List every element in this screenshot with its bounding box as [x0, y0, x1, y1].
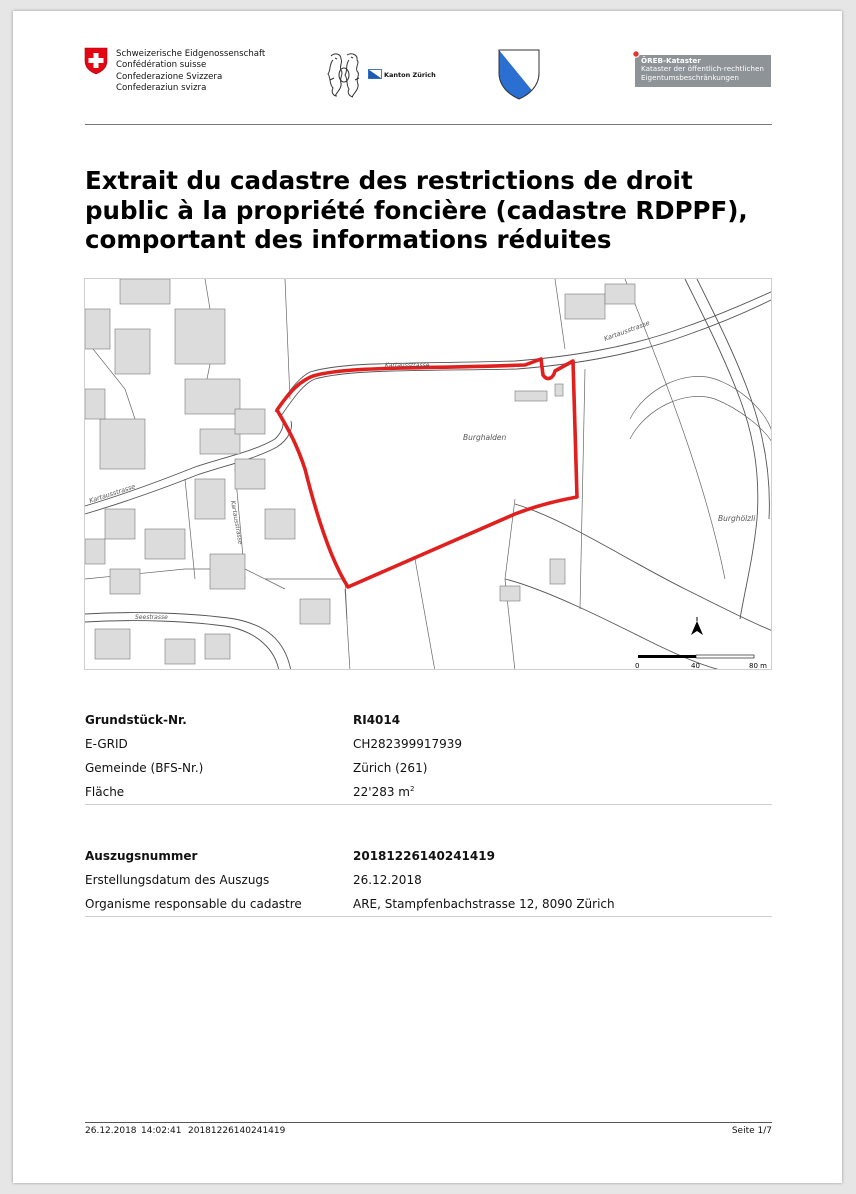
canton-label: Kanton Zürich [384, 71, 436, 79]
cadastral-map [84, 278, 772, 670]
canton-shield-small-icon [368, 69, 382, 79]
egrid-label: E-GRID [85, 737, 128, 751]
footer-time: 14:02:41 [141, 1126, 182, 1136]
organisation-row [85, 897, 772, 917]
extract-date-label: Erstellungsdatum des Auszugs [85, 873, 270, 887]
map-canvas [85, 279, 772, 670]
extract-number-row [85, 849, 772, 869]
oereb-kataster-logo [635, 55, 771, 87]
map-label-burghalden: Burghalden [463, 433, 507, 442]
parcel-number-value: RI4014 [353, 713, 401, 727]
confederation-line: Schweizerische Eidgenossenschaft [116, 49, 266, 59]
zurich-shield-icon [498, 49, 540, 100]
map-label-street: Kartausstrasse [229, 500, 244, 546]
oereb-title: ÖREB-Kataster [641, 56, 701, 65]
egrid-value: CH282399917939 [353, 737, 463, 751]
document-title [85, 166, 785, 255]
header-divider [85, 124, 772, 125]
area-unit-exponent: 2 [409, 785, 415, 793]
municipality-value: Zürich (261) [353, 761, 428, 775]
map-label-street: Kartausstrasse [385, 362, 430, 369]
area-value [353, 785, 414, 799]
map-label-street: Seestrasse [135, 614, 168, 621]
egrid-row [85, 737, 772, 757]
confederation-text [116, 49, 265, 94]
parcel-number-label: Grundstück-Nr. [85, 713, 187, 727]
title-line-1: Extrait du cadastre des restrictions de droit [85, 166, 693, 195]
footer-page-number: Seite 1/7 [731, 1126, 772, 1136]
organisation-label: Organisme responsable du cadastre [85, 897, 302, 911]
zurich-lions-emblem-icon [325, 50, 365, 100]
extract-date-value: 26.12.2018 [353, 873, 422, 887]
footer-divider [85, 1122, 772, 1123]
area-label: Fläche [85, 785, 125, 799]
area-row [85, 785, 772, 805]
confederation-line: Confédération suisse [116, 60, 207, 71]
scale-label-0: 0 [635, 662, 640, 670]
scale-label-80: 80 m [749, 662, 767, 670]
swiss-coat-of-arms-icon [84, 47, 108, 75]
title-line-3: comportant des informations réduites [85, 225, 612, 254]
section-divider [85, 916, 772, 917]
oereb-subtitle-2: Eigentumsbeschränkungen [641, 72, 739, 82]
section-divider [85, 804, 772, 805]
extract-date-row [85, 873, 772, 893]
extract-number-label: Auszugsnummer [85, 849, 198, 863]
extract-number-value: 20181226140241419 [353, 849, 495, 863]
municipality-label: Gemeinde (BFS-Nr.) [85, 761, 204, 775]
confederation-line: Confederazione Svizzera [116, 71, 223, 82]
map-label-street: Kartausstrasse [88, 482, 137, 505]
map-label-burghoelzli: Burghölzli [718, 514, 756, 523]
footer-date: 26.12.2018 [85, 1126, 137, 1136]
parcel-number-row [85, 713, 772, 733]
footer-extract-id: 20181226140241419 [188, 1126, 286, 1136]
area-number: 22'283 m [353, 785, 410, 799]
confederation-line: Confederaziun svizra [116, 82, 207, 93]
map-label-street: Kartausstrasse [602, 318, 651, 343]
oereb-subtitle-1: Kataster der öffentlich-rechtlichen [641, 64, 764, 74]
title-line-2: public à la propriété foncière (cadastre RDPPF), [85, 195, 748, 225]
organisation-value: ARE, Stampfenbachstrasse 12, 8090 Zürich [353, 897, 615, 911]
municipality-row [85, 761, 772, 781]
oereb-dot-icon [631, 49, 641, 59]
scale-label-40: 40 [691, 662, 700, 670]
